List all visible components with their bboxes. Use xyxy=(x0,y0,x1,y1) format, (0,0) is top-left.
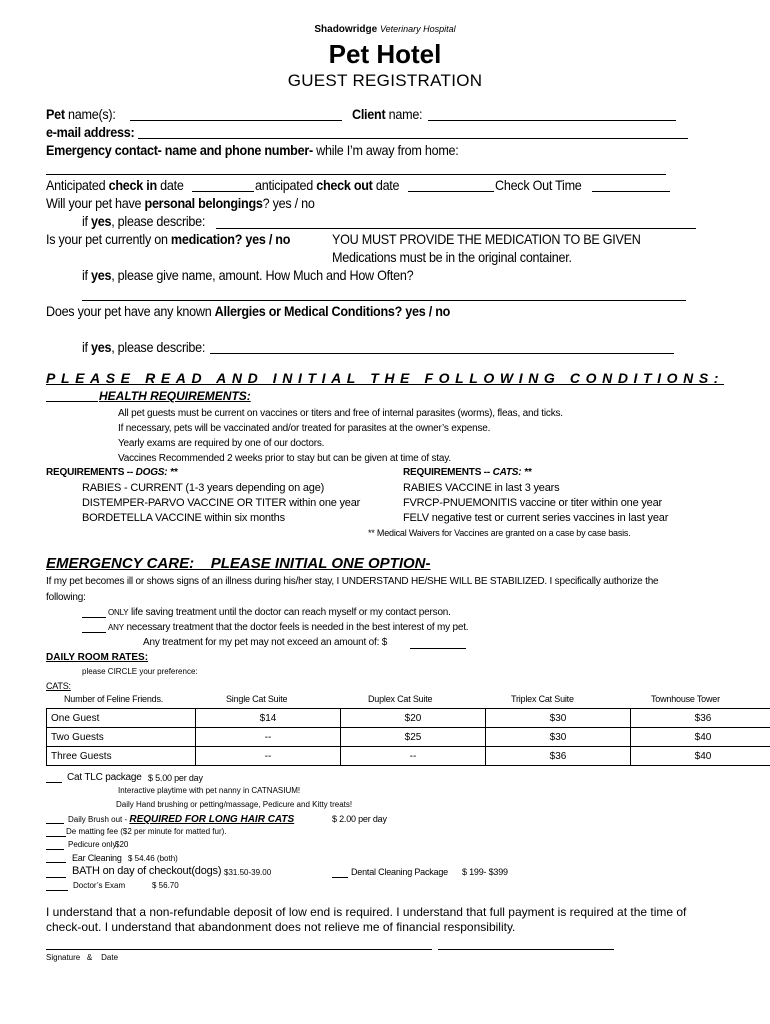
dogs-heading-italic: DOGS: ** xyxy=(135,467,178,478)
medication-details-label xyxy=(82,267,413,283)
cats-req-1: RABIES VACCINE in last 3 years xyxy=(403,482,560,494)
col-header-single: Single Cat Suite xyxy=(226,694,288,704)
cats-req-2: FVRCP-PNUEMONITIS vaccine or titer within one year xyxy=(403,497,662,509)
option-only-cap: ONLY xyxy=(108,608,129,617)
agreement-line-2: check-out. I understand that abandonment does not relieve me of financial responsibility. xyxy=(46,920,516,934)
pedicure-label: Pedicure only xyxy=(68,840,117,849)
cell-duplex[interactable]: $25 xyxy=(341,728,486,747)
health-initial-field[interactable] xyxy=(46,401,98,402)
table-row xyxy=(47,728,770,747)
rates-heading: DAILY ROOM RATES: xyxy=(46,652,149,663)
allergies-describe-label xyxy=(82,339,205,355)
email-label: e-mail address: xyxy=(46,124,135,140)
page-subtitle: GUEST REGISTRATION xyxy=(287,71,483,90)
describe-post-3: , please describe: xyxy=(111,339,206,355)
emergency-intro-2: following: xyxy=(46,592,86,603)
row-label: Three Guests xyxy=(47,747,196,766)
row-label: Two Guests xyxy=(47,728,196,747)
date-field[interactable] xyxy=(438,949,614,950)
tlc-desc-1: Interactive playtime with pet nanny in CATNASIUM! xyxy=(118,786,301,795)
medication-bold: medication? yes / no xyxy=(170,231,291,247)
checkin-bold: check in xyxy=(108,177,157,193)
rates-table xyxy=(46,708,770,766)
allergies-question xyxy=(46,303,450,319)
tlc-desc-2: Daily Hand brushing or petting/massage, Pedicure and Kitty treats! xyxy=(116,800,353,809)
cell-triplex[interactable]: $30 xyxy=(486,709,631,728)
client-name-field[interactable] xyxy=(428,120,676,121)
row-label: One Guest xyxy=(47,709,196,728)
tlc-initial-field[interactable] xyxy=(46,782,62,783)
treatment-limit-label: Any treatment for my pet may not exceed an amount of: $ xyxy=(143,637,388,648)
tlc-label: Cat TLC package xyxy=(67,772,142,783)
signature-label: Signature & Date xyxy=(46,953,119,962)
dental-label: Dental Cleaning Package xyxy=(351,867,448,877)
medication-notice: YOU MUST PROVIDE THE MEDICATION TO BE GIVEN xyxy=(332,231,641,247)
medication-pre: Is your pet currently on xyxy=(46,231,171,247)
ifyes-bold: yes xyxy=(91,213,112,229)
brush-initial-field[interactable] xyxy=(46,823,64,824)
ifyes-pre-2: if xyxy=(82,267,91,283)
client-label-bold: Client xyxy=(352,106,386,122)
pet-name-field[interactable] xyxy=(130,120,342,121)
dental-initial-field[interactable] xyxy=(332,877,348,878)
cell-townhouse[interactable]: $40 xyxy=(631,747,770,766)
checkin-pre: Anticipated xyxy=(46,177,109,193)
option-any-initial-field[interactable] xyxy=(82,632,106,633)
medication-notice-2: Medications must be in the original container. xyxy=(332,249,572,265)
cell-townhouse[interactable]: $40 xyxy=(631,728,770,747)
exam-label: Doctor’s Exam xyxy=(73,881,126,890)
checkout-post: date xyxy=(372,177,400,193)
agreement-line-1: I understand that a non-refundable deposit of low end is required. I understand that full payment is required at the time of xyxy=(46,905,687,919)
brush-bold: REQUIRED FOR LONG HAIR CATS xyxy=(129,814,295,825)
brush-label-text: Daily Brush out - xyxy=(68,815,130,824)
ifyes-pre: if xyxy=(82,213,91,229)
checkin-date-field[interactable] xyxy=(192,191,254,192)
ifyes-bold-2: yes xyxy=(91,267,112,283)
health-line-4: Vaccines Recommended 2 weeks prior to stay but can be given at time of stay. xyxy=(118,453,451,464)
checkout-date-field[interactable] xyxy=(408,191,494,192)
brush-label xyxy=(68,814,294,825)
checkout-label xyxy=(255,177,399,193)
belongings-bold: personal belongings xyxy=(144,195,263,211)
ear-label: Ear Cleaning xyxy=(72,853,122,863)
cell-single[interactable]: -- xyxy=(196,747,341,766)
option-any-cap: ANY xyxy=(108,623,124,632)
cell-single[interactable]: $14 xyxy=(196,709,341,728)
emergency-label-rest: while I’m away from home: xyxy=(312,142,459,158)
belongings-describe-field[interactable] xyxy=(216,228,696,229)
option-only-initial-field[interactable] xyxy=(82,617,106,618)
cats-heading-pre: REQUIREMENTS -- xyxy=(403,467,493,478)
col-header-friends: Number of Feline Friends. xyxy=(64,694,164,704)
hospital-name-bold: Shadowridge xyxy=(314,24,378,35)
option-any-rest: necessary treatment that the doctor feels is needed in the best interest of my pet. xyxy=(123,622,469,633)
emergency-label-bold: Emergency contact- name and phone number- xyxy=(46,142,313,158)
dogs-req-1: RABIES - CURRENT (1-3 years depending on age) xyxy=(82,482,325,494)
belongings-post: ? yes / no xyxy=(262,195,315,211)
exam-price: $ 56.70 xyxy=(152,881,179,890)
cell-triplex[interactable]: $30 xyxy=(486,728,631,747)
tlc-price: $ 5.00 per day xyxy=(148,773,203,783)
conditions-heading: PLEASE READ AND INITIAL THE FOLLOWING CONDITIONS: xyxy=(46,370,725,386)
cats-requirements-heading xyxy=(403,467,531,478)
pedicure-initial-field[interactable] xyxy=(46,849,64,850)
page-title: Pet Hotel xyxy=(328,39,442,69)
col-header-duplex: Duplex Cat Suite xyxy=(368,694,433,704)
col-header-townhouse: Townhouse Tower xyxy=(651,694,720,704)
dogs-req-3: BORDETELLA VACCINE within six months xyxy=(82,512,285,524)
health-line-1: All pet guests must be current on vaccines or titers and free of internal parasites (worms), fleas, and ticks. xyxy=(118,408,563,419)
amount-post: , please give name, amount. How Much and How Often? xyxy=(111,267,414,283)
hospital-name xyxy=(0,24,770,35)
brush-price: $ 2.00 per day xyxy=(332,814,387,824)
waiver-note: ** Medical Waivers for Vaccines are granted on a case by case basis. xyxy=(368,528,631,538)
checkout-bold: check out xyxy=(316,177,373,193)
allergies-bold: Allergies or Medical Conditions? yes / no xyxy=(214,303,451,319)
table-row xyxy=(47,709,770,728)
emergency-contact-field[interactable] xyxy=(46,174,666,175)
emergency-contact-label xyxy=(46,142,459,158)
checkout-time-field[interactable] xyxy=(592,191,670,192)
dogs-req-2: DISTEMPER-PARVO VACCINE OR TITER within one year xyxy=(82,497,361,509)
bath-initial-field[interactable] xyxy=(46,877,66,878)
email-field[interactable] xyxy=(138,138,688,139)
cell-triplex[interactable]: $36 xyxy=(486,747,631,766)
dematting-label: De matting fee ($2 per minute for matted fur). xyxy=(66,827,227,836)
cell-single[interactable]: -- xyxy=(196,728,341,747)
checkout-pre: anticipated xyxy=(255,177,317,193)
client-name-label xyxy=(352,106,422,122)
allergies-describe-field[interactable] xyxy=(210,353,674,354)
ifyes-pre-3: if xyxy=(82,339,91,355)
cell-duplex[interactable]: $20 xyxy=(341,709,486,728)
table-row xyxy=(47,747,770,766)
pet-label-rest: name(s): xyxy=(64,106,116,122)
belongings-pre: Will your pet have xyxy=(46,195,145,211)
col-header-triplex: Triplex Cat Suite xyxy=(511,694,574,704)
ear-price: $ 54.46 (both) xyxy=(128,854,178,863)
emergency-care-heading: EMERGENCY CARE: PLEASE INITIAL ONE OPTION- xyxy=(46,555,431,572)
cell-townhouse[interactable]: $36 xyxy=(631,709,770,728)
option-only-text xyxy=(108,607,451,618)
belongings-describe-label xyxy=(82,213,205,229)
belongings-question xyxy=(46,195,315,211)
signature-field[interactable] xyxy=(46,949,432,950)
checkin-post: date xyxy=(156,177,184,193)
pedicure-price: $20 xyxy=(115,840,129,849)
rates-circle-note: please CIRCLE your preference: xyxy=(82,667,198,676)
ifyes-bold-3: yes xyxy=(91,339,112,355)
bath-price: $31.50-39.00 xyxy=(224,868,272,877)
dental-price: $ 199- $399 xyxy=(462,867,508,877)
hospital-name-sub: Veterinary Hospital xyxy=(379,24,456,34)
dematting-initial-field[interactable] xyxy=(46,836,66,837)
exam-initial-field[interactable] xyxy=(46,890,68,891)
client-label-rest: name: xyxy=(385,106,423,122)
option-only-rest: life saving treatment until the doctor can reach myself or my contact person. xyxy=(128,607,451,618)
ear-initial-field[interactable] xyxy=(46,862,66,863)
option-any-text xyxy=(108,622,468,633)
treatment-limit-field[interactable] xyxy=(410,648,466,649)
rates-cats-label: CATS: xyxy=(46,681,71,691)
medication-details-field[interactable] xyxy=(82,300,686,301)
health-heading: HEALTH REQUIREMENTS: xyxy=(99,389,251,403)
checkin-label xyxy=(46,177,184,193)
allergies-pre: Does your pet have any known xyxy=(46,303,215,319)
cats-heading-italic: CATS: ** xyxy=(492,467,532,478)
describe-post: , please describe: xyxy=(111,213,206,229)
health-line-3: Yearly exams are required by one of our doctors. xyxy=(118,438,325,449)
emergency-intro-1: If my pet becomes ill or shows signs of an illness during his/her stay, I UNDERSTAND HE/SHE WILL BE STABILIZED. I specifically authorize the xyxy=(46,576,659,587)
cats-req-3: FELV negative test or current series vaccines in last year xyxy=(403,512,669,524)
dogs-requirements-heading xyxy=(46,467,177,478)
medication-question xyxy=(46,231,290,247)
pet-label-bold: Pet xyxy=(46,106,65,122)
dogs-heading-pre: REQUIREMENTS -- xyxy=(46,467,136,478)
checkout-time-label: Check Out Time xyxy=(495,177,582,193)
pet-name-label xyxy=(46,106,116,122)
bath-label: BATH on day of checkout(dogs) xyxy=(72,865,222,877)
health-line-2: If necessary, pets will be vaccinated and/or treated for parasites at the owner’s expense. xyxy=(118,423,491,434)
cell-duplex[interactable]: -- xyxy=(341,747,486,766)
